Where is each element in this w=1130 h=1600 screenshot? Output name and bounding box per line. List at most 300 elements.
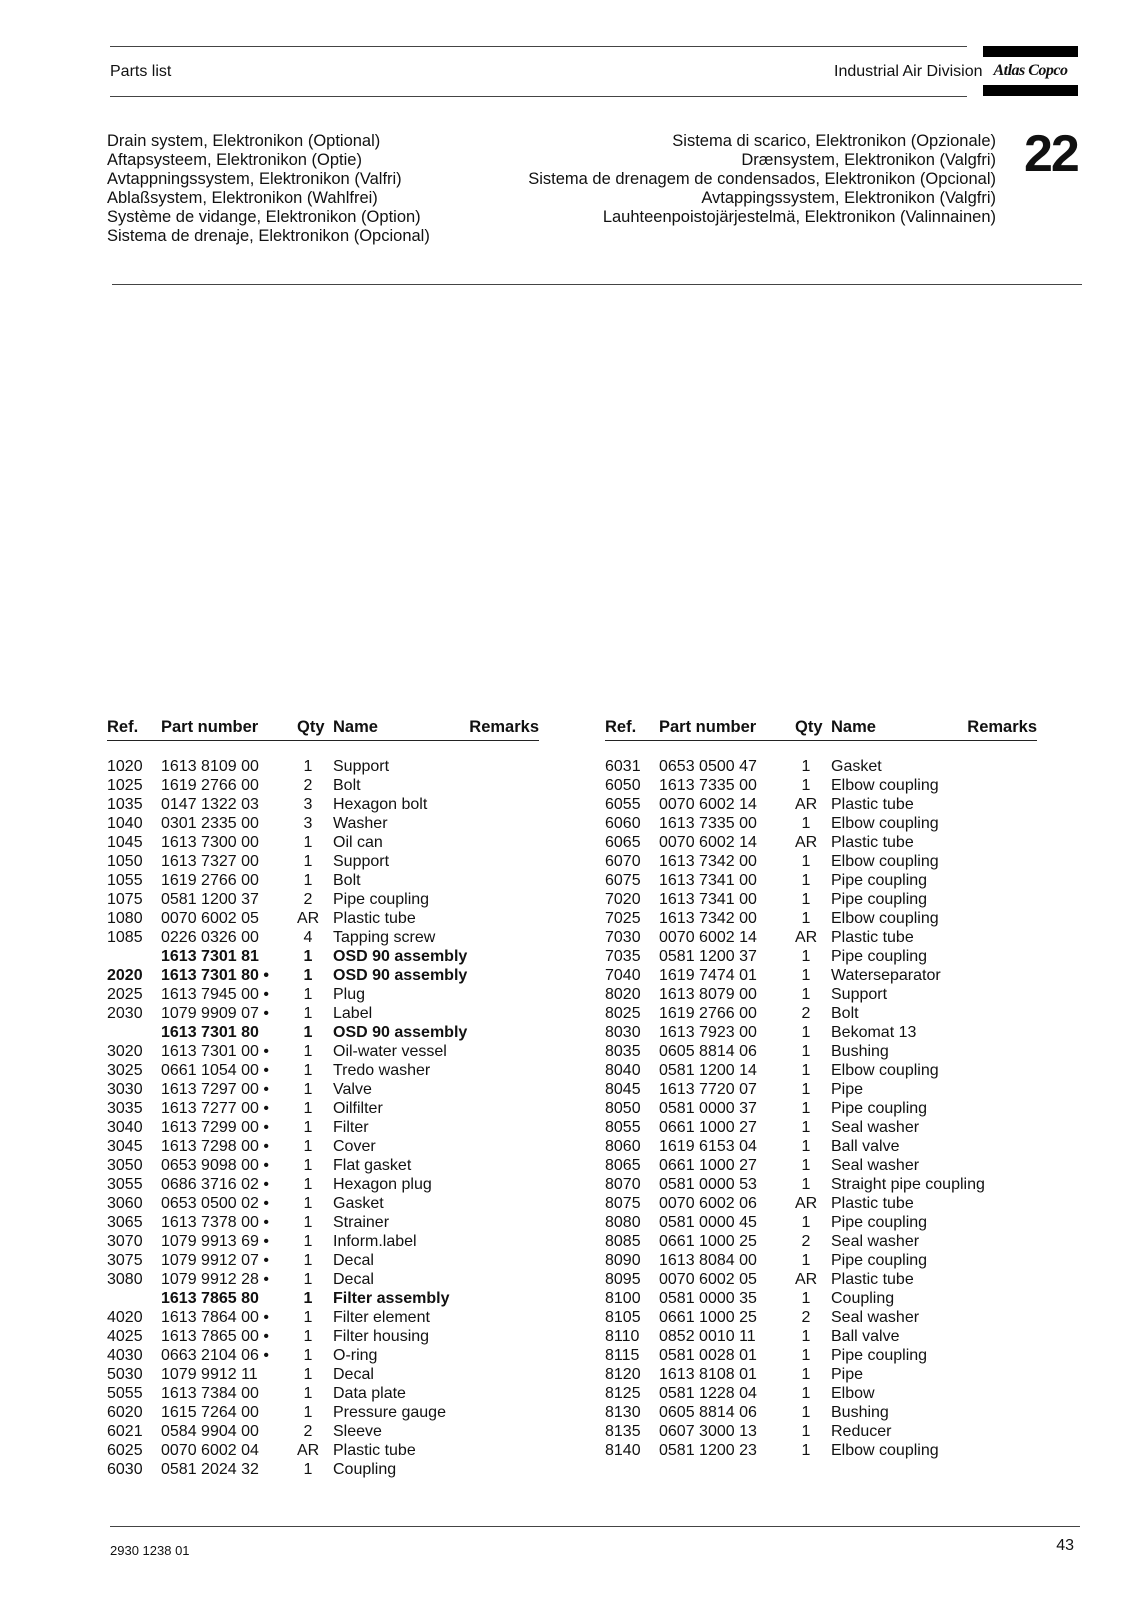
title-line: Drænsystem, Elektronikon (Valgfri) bbox=[741, 151, 996, 169]
title-line: Lauhteenpoistojärjestelmä, Elektronikon (Valinnainen) bbox=[602, 208, 996, 226]
cell-qty: AR bbox=[795, 1271, 818, 1288]
cell-qty: 2 bbox=[801, 1309, 811, 1326]
cell-part-number: 1613 7301 80 • bbox=[161, 967, 269, 984]
table-row bbox=[107, 1118, 539, 1137]
header-qty: Qty bbox=[795, 718, 823, 736]
table-row bbox=[605, 909, 1037, 928]
cell-ref: 3045 bbox=[107, 1138, 143, 1155]
cell-qty: 1 bbox=[303, 1081, 313, 1098]
cell-ref: 4020 bbox=[107, 1309, 143, 1326]
title-line: Ablaßsystem, Elektronikon (Wahlfrei) bbox=[107, 189, 378, 207]
cell-ref: 6025 bbox=[107, 1442, 143, 1459]
cell-qty: 1 bbox=[303, 1214, 313, 1231]
header-top-rule bbox=[110, 46, 967, 47]
table-row bbox=[107, 1460, 539, 1479]
table-row bbox=[107, 1042, 539, 1061]
cell-part-number: 1613 7298 00 • bbox=[161, 1138, 269, 1155]
table-row bbox=[107, 795, 539, 814]
table-row bbox=[605, 1156, 1037, 1175]
table-row bbox=[107, 966, 539, 985]
cell-part-number: 0301 2335 00 bbox=[161, 815, 259, 832]
cell-qty: 1 bbox=[801, 777, 811, 794]
title-line: Sistema di scarico, Elektronikon (Opzionale) bbox=[672, 132, 996, 150]
cell-name: Bekomat 13 bbox=[831, 1024, 917, 1041]
cell-ref: 8025 bbox=[605, 1005, 641, 1022]
cell-part-number: 0653 0500 47 bbox=[659, 758, 757, 775]
table-row bbox=[107, 1004, 539, 1023]
cell-part-number: 1613 8084 00 bbox=[659, 1252, 757, 1269]
cell-name: Plastic tube bbox=[333, 1442, 416, 1459]
cell-ref: 3025 bbox=[107, 1062, 143, 1079]
cell-part-number: 0581 1200 14 bbox=[659, 1062, 757, 1079]
table-row bbox=[107, 1232, 539, 1251]
cell-qty: 4 bbox=[303, 929, 313, 946]
cell-name: Filter housing bbox=[333, 1328, 430, 1345]
cell-ref: 1055 bbox=[107, 872, 143, 889]
cell-name: Washer bbox=[333, 815, 388, 832]
cell-ref: 1050 bbox=[107, 853, 143, 870]
cell-ref: 8040 bbox=[605, 1062, 641, 1079]
cell-part-number: 0070 6002 14 bbox=[659, 929, 757, 946]
table-row bbox=[107, 1213, 539, 1232]
cell-qty: 1 bbox=[303, 1385, 313, 1402]
cell-ref: 3030 bbox=[107, 1081, 143, 1098]
cell-name: Pipe coupling bbox=[831, 1100, 928, 1117]
cell-name: Oilfilter bbox=[333, 1100, 383, 1117]
table-header bbox=[605, 716, 1037, 741]
cell-ref: 3050 bbox=[107, 1157, 143, 1174]
cell-qty: 2 bbox=[303, 891, 313, 908]
parts-table-right bbox=[605, 716, 1037, 1460]
cell-qty: 1 bbox=[801, 1442, 811, 1459]
cell-qty: 1 bbox=[801, 1328, 811, 1345]
cell-ref: 4030 bbox=[107, 1347, 143, 1364]
cell-part-number: 1079 9913 69 • bbox=[161, 1233, 269, 1250]
cell-name: Elbow coupling bbox=[831, 1062, 939, 1079]
cell-name: Support bbox=[831, 986, 888, 1003]
cell-name: Plastic tube bbox=[831, 1195, 914, 1212]
cell-ref: 7040 bbox=[605, 967, 641, 984]
header-remarks: Remarks bbox=[967, 718, 1037, 736]
cell-qty: 1 bbox=[303, 1005, 313, 1022]
cell-name: Waterseparator bbox=[831, 967, 941, 984]
titles-divider bbox=[112, 284, 1082, 285]
cell-ref: 1020 bbox=[107, 758, 143, 775]
section-number: 22 bbox=[1024, 125, 1078, 183]
cell-name: Pipe coupling bbox=[831, 1214, 928, 1231]
cell-name: Seal washer bbox=[831, 1233, 920, 1250]
cell-part-number: 1613 7342 00 bbox=[659, 853, 757, 870]
cell-name: Pipe coupling bbox=[831, 1347, 928, 1364]
cell-part-number: 1079 9909 07 • bbox=[161, 1005, 269, 1022]
table-row bbox=[107, 1289, 539, 1308]
cell-part-number: 0147 1322 03 bbox=[161, 796, 259, 813]
logo-wordmark: Atlas Copco bbox=[993, 62, 1068, 79]
cell-part-number: 0070 6002 05 bbox=[161, 910, 259, 927]
cell-part-number: 1619 2766 00 bbox=[161, 872, 259, 889]
cell-ref: 6065 bbox=[605, 834, 641, 851]
title-line: Sistema de drenaje, Elektronikon (Opcional) bbox=[107, 227, 430, 245]
cell-name: Pipe coupling bbox=[831, 948, 928, 965]
cell-name: Tredo washer bbox=[333, 1062, 431, 1079]
cell-name: Pipe coupling bbox=[831, 1252, 928, 1269]
table-row bbox=[107, 776, 539, 795]
cell-ref: 3035 bbox=[107, 1100, 143, 1117]
cell-name: Hexagon plug bbox=[333, 1176, 432, 1193]
header-ref: Ref. bbox=[605, 718, 637, 736]
cell-qty: 1 bbox=[303, 1404, 313, 1421]
cell-ref: 3070 bbox=[107, 1233, 143, 1250]
cell-part-number: 0607 3000 13 bbox=[659, 1423, 757, 1440]
cell-name: Valve bbox=[333, 1081, 372, 1098]
cell-name: Pipe bbox=[831, 1366, 864, 1383]
cell-qty: 1 bbox=[801, 1100, 811, 1117]
cell-qty: 1 bbox=[303, 1347, 313, 1364]
cell-name: Bolt bbox=[831, 1005, 859, 1022]
cell-qty: 1 bbox=[303, 1024, 313, 1041]
cell-qty: AR bbox=[297, 1442, 320, 1459]
cell-ref: 8075 bbox=[605, 1195, 641, 1212]
table-row bbox=[605, 1004, 1037, 1023]
cell-part-number: 0581 0028 01 bbox=[659, 1347, 757, 1364]
cell-part-number: 0653 0500 02 • bbox=[161, 1195, 269, 1212]
table-row bbox=[107, 1175, 539, 1194]
header-ref: Ref. bbox=[107, 718, 139, 736]
table-row bbox=[605, 1327, 1037, 1346]
cell-name: Data plate bbox=[333, 1385, 406, 1402]
table-row bbox=[605, 1213, 1037, 1232]
cell-part-number: 0661 1000 27 bbox=[659, 1119, 757, 1136]
cell-qty: 1 bbox=[801, 891, 811, 908]
cell-part-number: 1613 7720 07 bbox=[659, 1081, 757, 1098]
cell-qty: 1 bbox=[303, 1309, 313, 1326]
table-rows-left bbox=[107, 757, 539, 1479]
table-row bbox=[605, 1118, 1037, 1137]
cell-part-number: 1615 7264 00 bbox=[161, 1404, 259, 1421]
cell-qty: 1 bbox=[303, 1043, 313, 1060]
cell-qty: 1 bbox=[303, 1271, 313, 1288]
cell-part-number: 0070 6002 04 bbox=[161, 1442, 259, 1459]
cell-name: Elbow coupling bbox=[831, 910, 939, 927]
cell-ref: 8110 bbox=[605, 1328, 640, 1345]
titles-left bbox=[107, 132, 430, 246]
table-row bbox=[107, 871, 539, 890]
table-row bbox=[107, 1061, 539, 1080]
cell-name: Elbow coupling bbox=[831, 1442, 939, 1459]
header-qty: Qty bbox=[297, 718, 325, 736]
table-row bbox=[605, 966, 1037, 985]
cell-name: Elbow bbox=[831, 1385, 875, 1402]
cell-part-number: 0581 0000 37 bbox=[659, 1100, 757, 1117]
table-row bbox=[605, 1384, 1037, 1403]
cell-ref: 6031 bbox=[605, 758, 641, 775]
cell-name: Strainer bbox=[333, 1214, 390, 1231]
table-row bbox=[107, 1194, 539, 1213]
cell-part-number: 1613 7301 80 bbox=[161, 1024, 259, 1041]
cell-name: Bushing bbox=[831, 1404, 889, 1421]
cell-name: Filter bbox=[333, 1119, 369, 1136]
table-row bbox=[107, 757, 539, 776]
table-row bbox=[605, 1422, 1037, 1441]
header-part-number: Part number bbox=[659, 718, 757, 736]
cell-ref: 8140 bbox=[605, 1442, 641, 1459]
cell-name: Gasket bbox=[333, 1195, 384, 1212]
cell-name: Seal washer bbox=[831, 1157, 920, 1174]
cell-part-number: 1613 7297 00 • bbox=[161, 1081, 269, 1098]
cell-ref: 4025 bbox=[107, 1328, 143, 1345]
cell-ref: 8030 bbox=[605, 1024, 641, 1041]
cell-part-number: 0581 1200 37 bbox=[161, 891, 259, 908]
cell-part-number: 1619 7474 01 bbox=[659, 967, 757, 984]
cell-ref: 6075 bbox=[605, 872, 641, 889]
cell-qty: AR bbox=[795, 929, 818, 946]
cell-ref: 8070 bbox=[605, 1176, 641, 1193]
table-row bbox=[107, 1365, 539, 1384]
cell-qty: AR bbox=[795, 796, 818, 813]
cell-name: Oil can bbox=[333, 834, 383, 851]
division-label: Industrial Air Division bbox=[834, 63, 983, 80]
cell-qty: 1 bbox=[303, 1195, 313, 1212]
table-row bbox=[605, 1346, 1037, 1365]
cell-name: Bushing bbox=[831, 1043, 889, 1060]
table-row bbox=[107, 928, 539, 947]
cell-qty: 1 bbox=[303, 758, 313, 775]
cell-ref: 8095 bbox=[605, 1271, 641, 1288]
table-row bbox=[605, 776, 1037, 795]
cell-name: Label bbox=[333, 1005, 373, 1022]
cell-part-number: 0605 8814 06 bbox=[659, 1043, 757, 1060]
cell-ref: 2025 bbox=[107, 986, 143, 1003]
cell-name: Elbow coupling bbox=[831, 777, 939, 794]
title-line: Avtappningssystem, Elektronikon (Valfri) bbox=[107, 170, 402, 188]
cell-qty: 1 bbox=[801, 1214, 811, 1231]
cell-part-number: 0070 6002 14 bbox=[659, 796, 757, 813]
table-row bbox=[107, 1023, 539, 1042]
cell-qty: 1 bbox=[303, 1328, 313, 1345]
cell-ref: 8020 bbox=[605, 986, 641, 1003]
table-row bbox=[107, 985, 539, 1004]
cell-ref: 1080 bbox=[107, 910, 143, 927]
document-number: 2930 1238 01 bbox=[110, 1543, 190, 1558]
cell-name: Straight pipe coupling bbox=[831, 1176, 985, 1193]
table-row bbox=[605, 795, 1037, 814]
cell-part-number: 1613 7864 00 • bbox=[161, 1309, 269, 1326]
cell-qty: 1 bbox=[303, 853, 313, 870]
title-line: Aftapsysteem, Elektronikon (Optie) bbox=[107, 151, 362, 169]
cell-ref: 1025 bbox=[107, 777, 143, 794]
cell-qty: 2 bbox=[801, 1005, 811, 1022]
cell-qty: 1 bbox=[801, 1347, 811, 1364]
table-row bbox=[605, 1365, 1037, 1384]
cell-ref: 7030 bbox=[605, 929, 641, 946]
cell-part-number: 1613 7335 00 bbox=[659, 777, 757, 794]
atlas-copco-logo bbox=[983, 46, 1078, 98]
cell-part-number: 0070 6002 06 bbox=[659, 1195, 757, 1212]
table-header bbox=[107, 716, 539, 741]
cell-qty: 1 bbox=[303, 1138, 313, 1155]
cell-name: Plug bbox=[333, 986, 366, 1003]
cell-name: Plastic tube bbox=[831, 1271, 914, 1288]
cell-part-number: 1613 7341 00 bbox=[659, 872, 757, 889]
cell-part-number: 0663 2104 06 • bbox=[161, 1347, 269, 1364]
logo-bottom-bar bbox=[983, 85, 1078, 96]
cell-ref: 1045 bbox=[107, 834, 143, 851]
cell-part-number: 1613 7378 00 • bbox=[161, 1214, 269, 1231]
table-row bbox=[605, 1270, 1037, 1289]
cell-ref: 5055 bbox=[107, 1385, 143, 1402]
cell-name: Inform.label bbox=[333, 1233, 417, 1250]
cell-part-number: 0581 0000 35 bbox=[659, 1290, 757, 1307]
cell-name: Cover bbox=[333, 1138, 376, 1155]
header-part-number: Part number bbox=[161, 718, 259, 736]
cell-part-number: 0581 1200 37 bbox=[659, 948, 757, 965]
cell-part-number: 0584 9904 00 bbox=[161, 1423, 259, 1440]
cell-ref: 6055 bbox=[605, 796, 641, 813]
titles-right bbox=[528, 132, 996, 227]
table-row bbox=[605, 928, 1037, 947]
cell-qty: 1 bbox=[801, 967, 811, 984]
table-row bbox=[107, 947, 539, 966]
cell-part-number: 1613 7923 00 bbox=[659, 1024, 757, 1041]
cell-qty: 1 bbox=[303, 1176, 313, 1193]
cell-part-number: 0661 1000 27 bbox=[659, 1157, 757, 1174]
cell-name: Gasket bbox=[831, 758, 882, 775]
cell-qty: 1 bbox=[801, 1119, 811, 1136]
cell-qty: 1 bbox=[303, 948, 313, 965]
cell-name: Pressure gauge bbox=[333, 1404, 446, 1421]
title-line: Drain system, Elektronikon (Optional) bbox=[107, 132, 381, 150]
cell-ref: 8100 bbox=[605, 1290, 641, 1307]
title-line: Avtappingssystem, Elektronikon (Valgfri) bbox=[701, 189, 996, 207]
cell-ref: 6021 bbox=[107, 1423, 143, 1440]
cell-ref: 8090 bbox=[605, 1252, 641, 1269]
table-row bbox=[605, 871, 1037, 890]
table-row bbox=[107, 1346, 539, 1365]
table-row bbox=[605, 1289, 1037, 1308]
cell-ref: 8060 bbox=[605, 1138, 641, 1155]
cell-part-number: 1613 7865 00 • bbox=[161, 1328, 269, 1345]
cell-name: Tapping screw bbox=[333, 929, 436, 946]
cell-qty: 1 bbox=[801, 815, 811, 832]
table-row bbox=[107, 1422, 539, 1441]
cell-qty: 1 bbox=[801, 986, 811, 1003]
table-row bbox=[605, 1308, 1037, 1327]
cell-part-number: 0686 3716 02 • bbox=[161, 1176, 269, 1193]
cell-part-number: 1613 7301 00 • bbox=[161, 1043, 269, 1060]
cell-qty: 1 bbox=[801, 948, 811, 965]
cell-part-number: 0653 9098 00 • bbox=[161, 1157, 269, 1174]
parts-list-label: Parts list bbox=[110, 63, 172, 80]
cell-part-number: 0226 0326 00 bbox=[161, 929, 259, 946]
cell-qty: 3 bbox=[303, 796, 313, 813]
cell-part-number: 1613 7300 00 bbox=[161, 834, 259, 851]
cell-qty: 1 bbox=[801, 1385, 811, 1402]
cell-qty: 1 bbox=[303, 1233, 313, 1250]
cell-qty: 1 bbox=[303, 1252, 313, 1269]
cell-ref: 3020 bbox=[107, 1043, 143, 1060]
cell-qty: 1 bbox=[801, 853, 811, 870]
page-number: 43 bbox=[1056, 1537, 1074, 1554]
cell-part-number: 0661 1054 00 • bbox=[161, 1062, 269, 1079]
cell-name: Plastic tube bbox=[831, 796, 914, 813]
cell-ref: 6060 bbox=[605, 815, 641, 832]
cell-name: Pipe bbox=[831, 1081, 864, 1098]
cell-ref: 8135 bbox=[605, 1423, 641, 1440]
cell-name: Ball valve bbox=[831, 1138, 900, 1155]
table-row bbox=[107, 833, 539, 852]
table-row bbox=[605, 1441, 1037, 1460]
cell-ref: 3055 bbox=[107, 1176, 143, 1193]
cell-ref: 8085 bbox=[605, 1233, 641, 1250]
cell-qty: AR bbox=[795, 1195, 818, 1212]
cell-ref: 8120 bbox=[605, 1366, 641, 1383]
cell-ref: 8125 bbox=[605, 1385, 641, 1402]
table-row bbox=[605, 1137, 1037, 1156]
table-row bbox=[107, 890, 539, 909]
parts-table-left bbox=[107, 716, 539, 1479]
logo-top-bar bbox=[983, 46, 1078, 57]
cell-part-number: 1613 7341 00 bbox=[659, 891, 757, 908]
cell-ref: 3040 bbox=[107, 1119, 143, 1136]
table-row bbox=[605, 1061, 1037, 1080]
cell-ref: 5030 bbox=[107, 1366, 143, 1383]
cell-ref: 8130 bbox=[605, 1404, 641, 1421]
cell-ref: 1075 bbox=[107, 891, 143, 908]
header-name: Name bbox=[333, 718, 378, 736]
cell-name: Elbow coupling bbox=[831, 853, 939, 870]
cell-name: Decal bbox=[333, 1366, 374, 1383]
cell-qty: 1 bbox=[303, 986, 313, 1003]
table-row bbox=[605, 1080, 1037, 1099]
cell-part-number: 1613 7384 00 bbox=[161, 1385, 259, 1402]
cell-ref: 8080 bbox=[605, 1214, 641, 1231]
footer-rule bbox=[110, 1526, 1080, 1527]
cell-name: Elbow coupling bbox=[831, 815, 939, 832]
cell-qty: 1 bbox=[801, 1423, 811, 1440]
cell-part-number: 1613 8108 01 bbox=[659, 1366, 757, 1383]
cell-part-number: 1613 8109 00 bbox=[161, 758, 259, 775]
cell-qty: 1 bbox=[303, 1290, 313, 1307]
cell-name: Bolt bbox=[333, 872, 361, 889]
table-row bbox=[605, 1194, 1037, 1213]
cell-ref: 8035 bbox=[605, 1043, 641, 1060]
cell-part-number: 0852 0010 11 bbox=[659, 1328, 756, 1345]
cell-name: Sleeve bbox=[333, 1423, 382, 1440]
cell-name: Bolt bbox=[333, 777, 361, 794]
cell-qty: 1 bbox=[801, 1062, 811, 1079]
cell-ref: 7020 bbox=[605, 891, 641, 908]
cell-qty: 1 bbox=[303, 1119, 313, 1136]
cell-ref: 1040 bbox=[107, 815, 143, 832]
cell-qty: 1 bbox=[801, 758, 811, 775]
cell-name: Ball valve bbox=[831, 1328, 900, 1345]
table-row bbox=[107, 1441, 539, 1460]
table-row bbox=[107, 1308, 539, 1327]
cell-part-number: 1619 6153 04 bbox=[659, 1138, 757, 1155]
cell-qty: 1 bbox=[801, 1366, 811, 1383]
cell-ref: 8105 bbox=[605, 1309, 641, 1326]
cell-ref: 8115 bbox=[605, 1347, 640, 1364]
cell-qty: 1 bbox=[801, 1157, 811, 1174]
title-line: Sistema de drenagem de condensados, Elektronikon (Opcional) bbox=[528, 170, 996, 188]
cell-part-number: 1613 7335 00 bbox=[659, 815, 757, 832]
table-row bbox=[605, 1232, 1037, 1251]
cell-name: Plastic tube bbox=[333, 910, 416, 927]
table-row bbox=[605, 1023, 1037, 1042]
cell-ref: 6030 bbox=[107, 1461, 143, 1478]
cell-qty: 1 bbox=[801, 1024, 811, 1041]
table-row bbox=[107, 1137, 539, 1156]
